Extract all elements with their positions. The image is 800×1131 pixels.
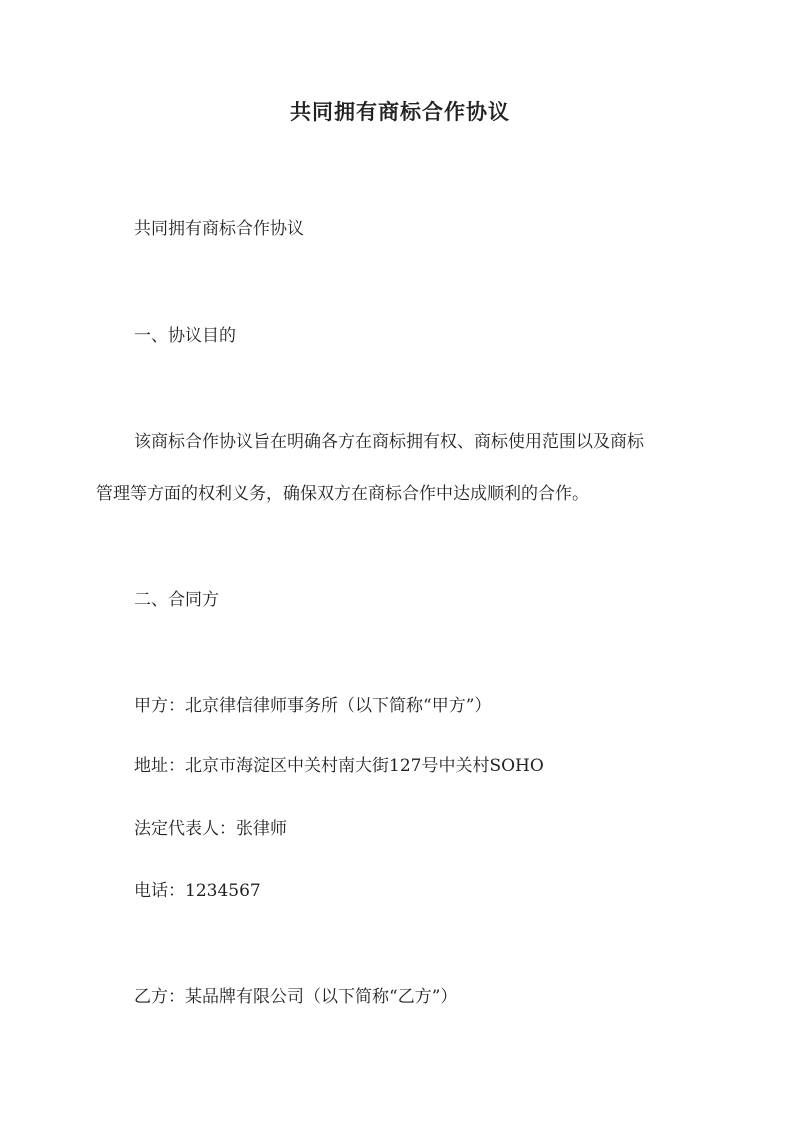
purpose-paragraph-line-1: 该商标合作协议旨在明确各方在商标拥有权、商标使用范围以及商标 [134, 432, 644, 452]
party-a-phone: 电话：1234567 [134, 881, 261, 901]
party-a-representative: 法定代表人：张律师 [134, 819, 287, 839]
document-title: 共同拥有商标合作协议 [290, 99, 510, 124]
document-subtitle: 共同拥有商标合作协议 [134, 219, 304, 239]
party-a-address: 地址：北京市海淀区中关村南大街127号中关村SOHO [134, 756, 544, 776]
section-heading-purpose: 一、协议目的 [134, 326, 236, 346]
section-heading-parties: 二、合同方 [134, 590, 219, 610]
purpose-paragraph-line-2: 管理等方面的权利义务，确保双方在商标合作中达成顺利的合作。 [96, 484, 589, 504]
party-b-name: 乙方：某品牌有限公司（以下简称“乙方”） [134, 987, 458, 1007]
party-a-name: 甲方：北京律信律师事务所（以下简称“甲方”） [134, 696, 492, 716]
